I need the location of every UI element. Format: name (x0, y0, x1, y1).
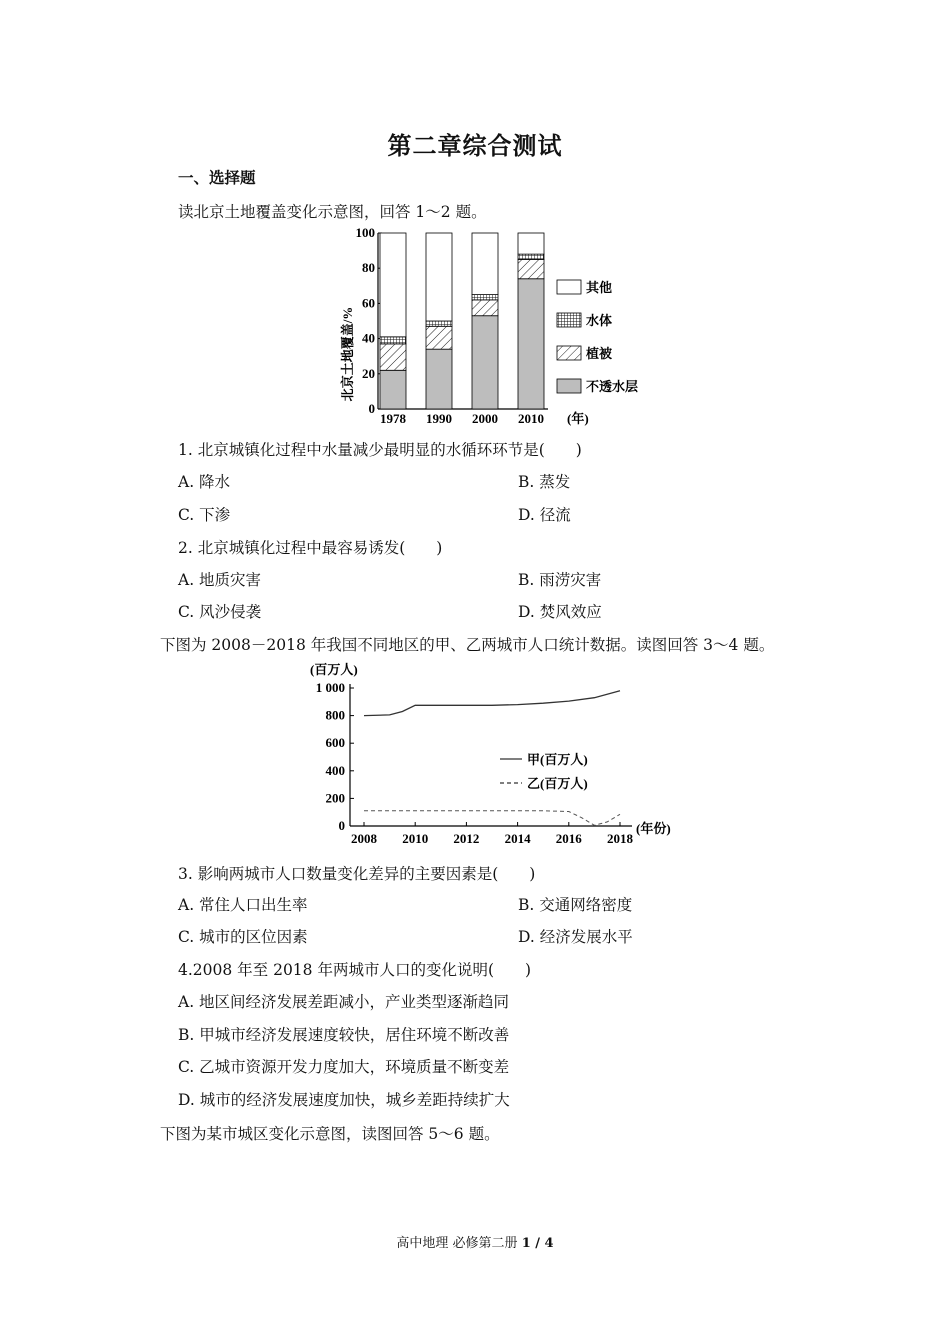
y-tick-label: 800 (325, 707, 345, 723)
q4-option-d[interactable]: D. 城市的经济发展速度加快，城乡差距持续扩大 (178, 1091, 510, 1109)
legend-label: 水体 (586, 313, 613, 328)
bar-segment (426, 321, 452, 326)
question-1: 1. 北京城镇化过程中水量减少最明显的水循环环节是( ) (178, 441, 582, 459)
x-axis-unit: (年) (567, 411, 589, 426)
q3-option-a[interactable]: A. 常住人口出生率 (178, 896, 308, 914)
legend-label: 其他 (586, 280, 613, 295)
legend-swatch (557, 379, 581, 393)
legend-label: 植被 (586, 346, 613, 361)
y-tick-label: 600 (325, 735, 345, 751)
x-tick-label: 2008 (351, 831, 377, 846)
page-footer (0, 1232, 950, 1251)
intro-q5-6: 下图为某市城区变化示意图，读图回答 5～6 题。 (160, 1125, 500, 1143)
q2-option-c[interactable]: C. 风沙侵袭 (178, 603, 262, 621)
y-tick-label: 1 000 (315, 680, 345, 695)
x-tick-label: 2014 (504, 831, 531, 846)
y-tick-label: 200 (325, 790, 345, 806)
q4-option-c[interactable]: C. 乙城市资源开发力度加大，环境质量不断变差 (178, 1058, 510, 1076)
bar-segment (518, 233, 544, 254)
series-yi-line (364, 811, 620, 826)
legend-swatch (557, 346, 581, 360)
bar-segment (380, 233, 406, 337)
legend-label: 乙(百万人) (527, 776, 588, 791)
page-title: 第二章综合测试 (387, 131, 563, 160)
x-tick-label: 2012 (453, 831, 480, 846)
question-3: 3. 影响两城市人口数量变化差异的主要因素是( ) (178, 865, 536, 883)
question-2: 2. 北京城镇化过程中最容易诱发( ) (178, 539, 443, 557)
legend-label: 甲(百万人) (527, 752, 588, 767)
q2-option-d[interactable]: D. 焚风效应 (518, 603, 602, 621)
q1-option-a[interactable]: A. 降水 (178, 473, 231, 491)
bar-segment (426, 233, 452, 321)
bar-segment (472, 233, 498, 295)
q3-option-d[interactable]: D. 经济发展水平 (518, 928, 633, 946)
x-axis-unit: (年份) (636, 821, 671, 836)
bar-segment (426, 326, 452, 349)
y-tick-label: 80 (362, 260, 375, 276)
y-tick-label: 0 (338, 818, 345, 833)
bar-segment (472, 295, 498, 300)
q1-option-d[interactable]: D. 径流 (518, 506, 571, 524)
legend-swatch (557, 313, 581, 327)
x-tick-label: 2010 (518, 411, 544, 426)
q4-option-a[interactable]: A. 地区间经济发展差距减小，产业类型逐渐趋同 (178, 993, 510, 1011)
intro-q1-2: 读北京土地覆盖变化示意图，回答 1～2 题。 (178, 203, 487, 221)
x-tick-label: 2010 (402, 831, 429, 846)
x-tick-label: 2000 (472, 411, 498, 426)
x-tick-label: 1990 (426, 411, 452, 426)
intro-q3-4: 下图为 2008－2018 年我国不同地区的甲、乙两城市人口统计数据。读图回答 3～4 题。 (160, 636, 775, 654)
footer-text: 高中地理 必修第二册 (396, 1236, 522, 1251)
y-tick-label: 60 (362, 295, 375, 311)
q2-option-b[interactable]: B. 雨涝灾害 (518, 571, 602, 589)
q1-option-c[interactable]: C. 下渗 (178, 506, 231, 524)
y-tick-label: 0 (368, 401, 375, 416)
land-cover-chart (330, 222, 660, 432)
question-4: 4.2008 年至 2018 年两城市人口的变化说明( ) (178, 961, 532, 979)
y-tick-label: 100 (355, 225, 375, 240)
x-tick-label: 2018 (607, 831, 633, 846)
legend-label: 不透水层 (586, 379, 639, 394)
q3-option-c[interactable]: C. 城市的区位因素 (178, 928, 308, 946)
bar-segment (380, 337, 406, 344)
bar-segment (380, 344, 406, 370)
section-heading: 一、选择题 (178, 168, 256, 187)
y-axis-label: 北京土地覆盖/% (340, 306, 355, 402)
population-chart (300, 656, 690, 856)
y-tick-label: 40 (362, 330, 375, 346)
legend-swatch (557, 280, 581, 294)
bar-segment (518, 254, 544, 259)
page-number: 1 / 4 (521, 1236, 554, 1251)
q1-option-b[interactable]: B. 蒸发 (518, 473, 571, 491)
bar-segment (472, 316, 498, 409)
bar-segment (472, 300, 498, 316)
q3-option-b[interactable]: B. 交通网络密度 (518, 896, 633, 914)
y-unit-label: (百万人) (310, 662, 358, 677)
y-tick-label: 20 (362, 365, 375, 381)
bar-segment (426, 349, 452, 409)
bar-segment (380, 370, 406, 409)
series-jia-line (364, 691, 620, 716)
x-tick-label: 1978 (380, 411, 406, 426)
q4-option-b[interactable]: B. 甲城市经济发展速度较快，居住环境不断改善 (178, 1026, 510, 1044)
bar-segment (518, 259, 544, 278)
q2-option-a[interactable]: A. 地质灾害 (178, 571, 262, 589)
bar-segment (518, 279, 544, 409)
y-tick-label: 400 (325, 762, 345, 778)
x-tick-label: 2016 (555, 831, 582, 846)
